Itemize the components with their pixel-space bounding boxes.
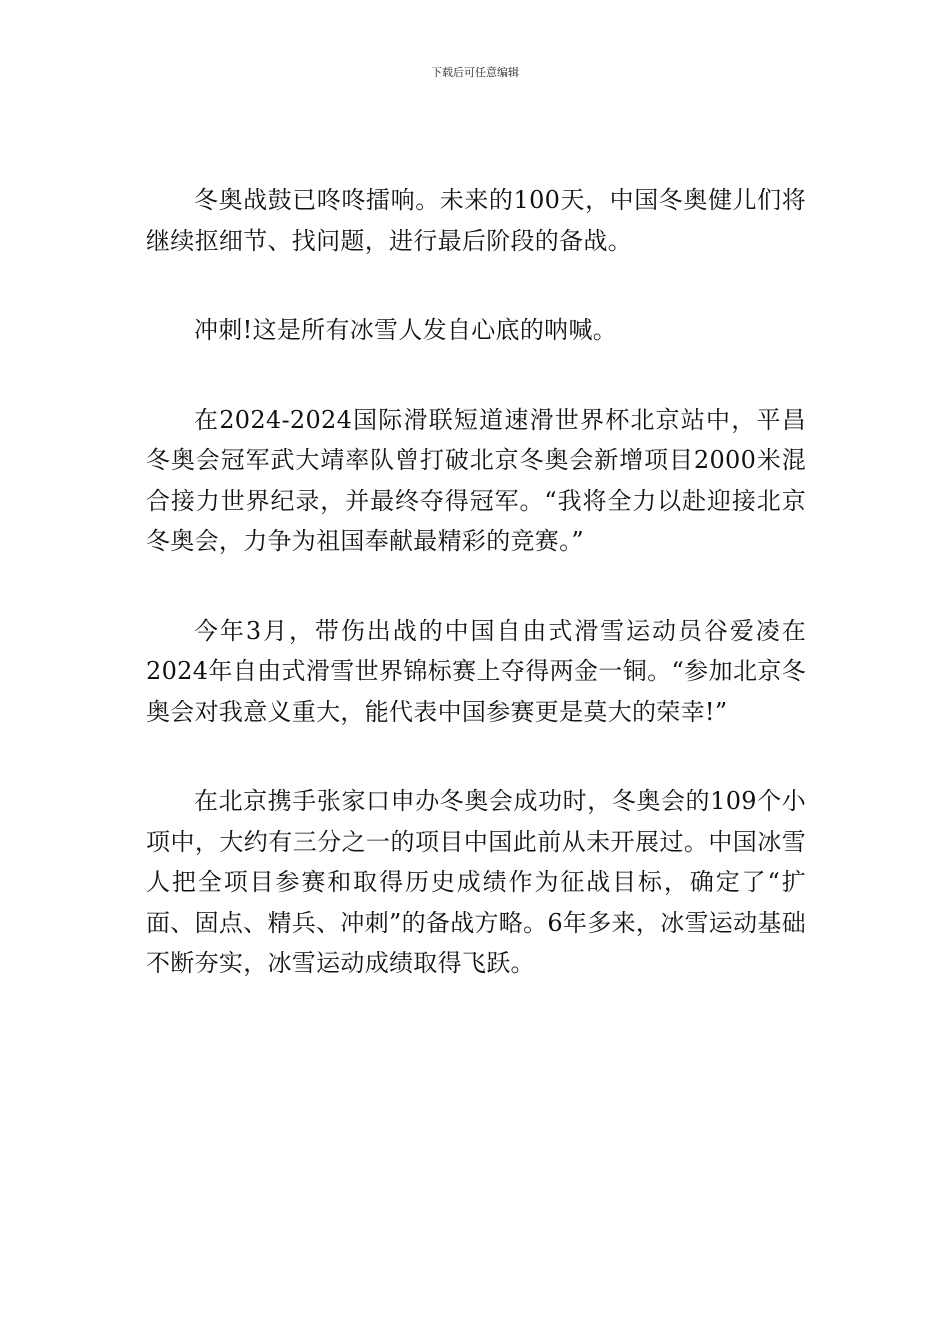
page-header: 下载后可任意编辑 (431, 66, 519, 79)
paragraph: 冬奥战鼓已咚咚擂响。未来的100天，中国冬奥健儿们将继续抠细节、找问题，进行最后阶段的备战。 (146, 186, 806, 255)
paragraph: 在北京携手张家口申办冬奥会成功时，冬奥会的109个小项中，大约有三分之一的项目中国此前从未开展过。中国冰雪人把全项目参赛和取得历史成绩作为征战目标，确定了“扩面、固点、精兵、冲刺”的备战方略。6年多来，冰雪运动基础不断夯实，冰雪运动成绩取得飞跃。 (146, 787, 806, 977)
paragraph: 今年3月，带伤出战的中国自由式滑雪运动员谷爱凌在2024年自由式滑雪世界锦标赛上夺得两金一铜。“参加北京冬奥会对我意义重大，能代表中国参赛更是莫大的荣幸!” (146, 616, 806, 726)
paragraph: 冲刺!这是所有冰雪人发自心底的呐喊。 (194, 316, 618, 344)
paragraph: 在2024-2024国际滑联短道速滑世界杯北京站中，平昌冬奥会冠军武大靖率队曾打破北京冬奥会新增项目2000米混合接力世界纪录，并最终夺得冠军。“我将全力以赴迎接北京冬奥会，力争为祖国奉献最精彩的竞赛。” (146, 405, 806, 555)
document-body (146, 180, 806, 984)
